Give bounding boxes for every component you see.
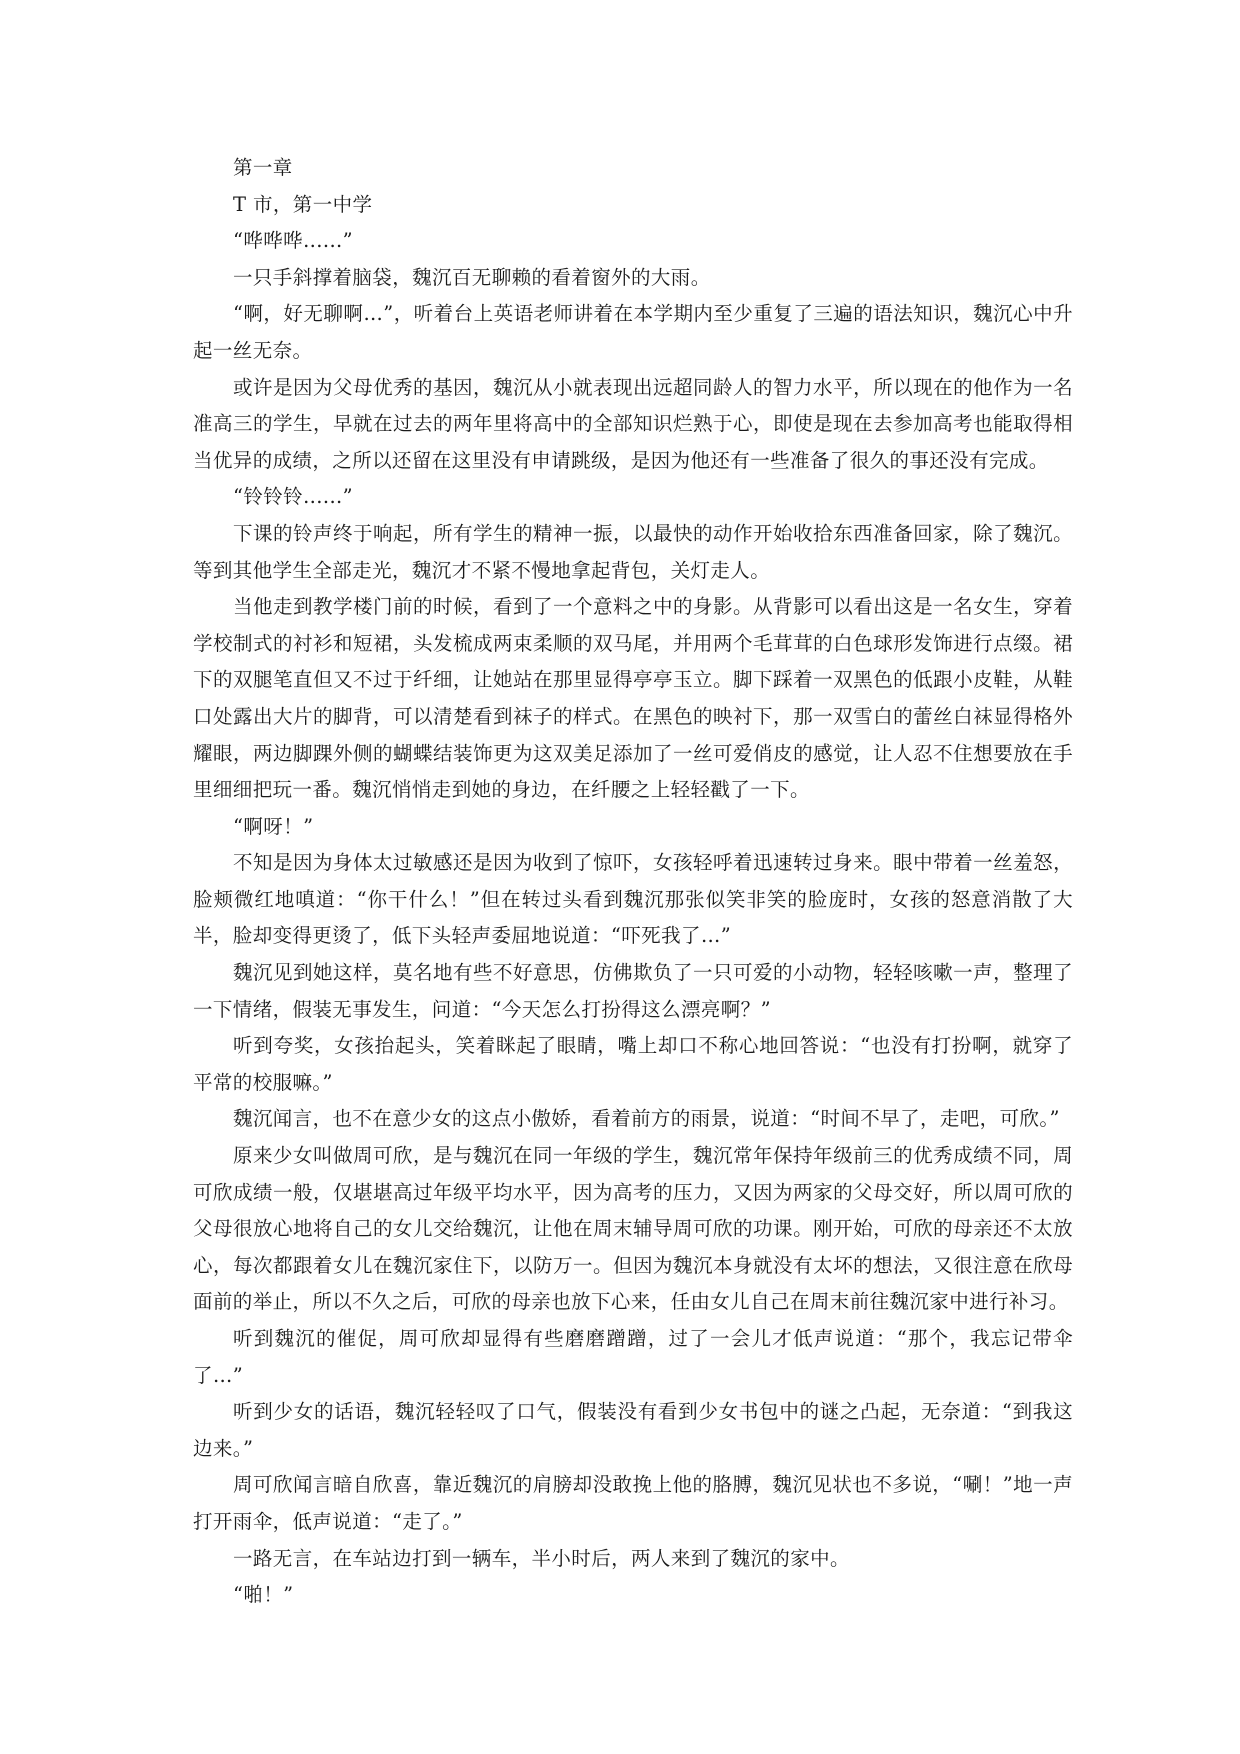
paragraph: 不知是因为身体太过敏感还是因为收到了惊吓，女孩轻呼着迅速转过身来。眼中带着一丝羞怒，脸颊微红地嗔道：“你干什么！”但在转过头看到魏沉那张似笑非笑的脸庞时，女孩的怒意消散了大半，脸却变得更烫了，低下头轻声委屈地说道：“吓死我了…” [193,851,1073,948]
paragraph: 或许是因为父母优秀的基因，魏沉从小就表现出远超同龄人的智力水平，所以现在的他作为一名准高三的学生，早就在过去的两年里将高中的全部知识烂熟于心，即使是现在去参加高考也能取得相当优异的成绩，之所以还留在这里没有申请跳级，是因为他还有一些准备了很久的事还没有完成。 [193,375,1073,472]
paragraph: 听到魏沉的催促，周可欣却显得有些磨磨蹭蹭，过了一会儿才低声说道：“那个，我忘记带伞了…” [193,1327,1073,1387]
paragraph: “铃铃铃......” [233,485,354,509]
chapter-heading: 第一章 [233,156,293,179]
paragraph: 原来少女叫做周可欣，是与魏沉在同一年级的学生，魏沉常年保持年级前三的优秀成绩不同，周可欣成绩一般，仅堪堪高过年级平均水平，因为高考的压力，又因为两家的父母交好，所以周可欣的父母很放心地将自己的女儿交给魏沉，让他在周末辅导周可欣的功课。刚开始，可欣的母亲还不太放心，每次都跟着女儿在魏沉家住下，以防万一。但因为魏沉本身就没有太坏的想法，又很注意在欣母面前的举止，所以不久之后，可欣的母亲也放下心来，任由女儿自己在周末前往魏沉家中进行补习。 [193,1144,1073,1314]
paragraph: 一路无言，在车站边打到一辆车，半小时后，两人来到了魏沉的家中。 [233,1546,850,1570]
paragraph: “啊呀！” [233,814,314,838]
paragraph: 下课的铃声终于响起，所有学生的精神一振，以最快的动作开始收拾东西准备回家，除了魏沉。等到其他学生全部走光，魏沉才不紧不慢地拿起背包，关灯走人。 [193,521,1073,582]
paragraph: 魏沉见到她这样，莫名地有些不好意思，仿佛欺负了一只可爱的小动物，轻轻咳嗽一声，整理了一下情绪，假装无事发生，问道：“今天怎么打扮得这么漂亮啊？” [193,961,1073,1021]
paragraph: 听到少女的话语，魏沉轻轻叹了口气，假装没有看到少女书包中的谜之凸起，无奈道：“到我这边来。” [193,1400,1073,1460]
paragraph: 魏沉闻言，也不在意少女的这点小傲娇，看着前方的雨景，说道：“时间不早了，走吧，可欣。” [233,1107,1060,1131]
document-body [193,150,1073,1614]
paragraph: 周可欣闻言暗自欣喜，靠近魏沉的肩膀却没敢挽上他的胳膊，魏沉见状也不多说，“唰！”地一声打开雨伞，低声说道：“走了。” [193,1473,1073,1533]
paragraph: 当他走到教学楼门前的时候，看到了一个意料之中的身影。从背影可以看出这是一名女生，穿着学校制式的衬衫和短裙，头发梳成两束柔顺的双马尾，并用两个毛茸茸的白色球形发饰进行点缀。裙下的双腿笔直但又不过于纤细，让她站在那里显得亭亭玉立。脚下踩着一双黑色的低跟小皮鞋，从鞋口处露出大片的脚背，可以清楚看到袜子的样式。在黑色的映衬下，那一双雪白的蕾丝白袜显得格外耀眼，两边脚踝外侧的蝴蝶结装饰更为这双美足添加了一丝可爱俏皮的感觉，让人忍不住想要放在手里细细把玩一番。魏沉悄悄走到她的身边，在纤腰之上轻轻戳了一下。 [193,595,1073,802]
paragraph: 一只手斜撑着脑袋，魏沉百无聊赖的看着窗外的大雨。 [233,265,711,289]
paragraph: T 市，第一中学 [233,192,373,216]
paragraph: “啪！” [233,1583,294,1607]
paragraph: “啊，好无聊啊…”，听着台上英语老师讲着在本学期内至少重复了三遍的语法知识，魏沉心中升起一丝无奈。 [193,302,1073,362]
paragraph: “哗哗哗......” [233,229,354,253]
paragraph: 听到夸奖，女孩抬起头，笑着眯起了眼睛，嘴上却口不称心地回答说：“也没有打扮啊，就穿了平常的校服嘛。” [193,1034,1073,1094]
